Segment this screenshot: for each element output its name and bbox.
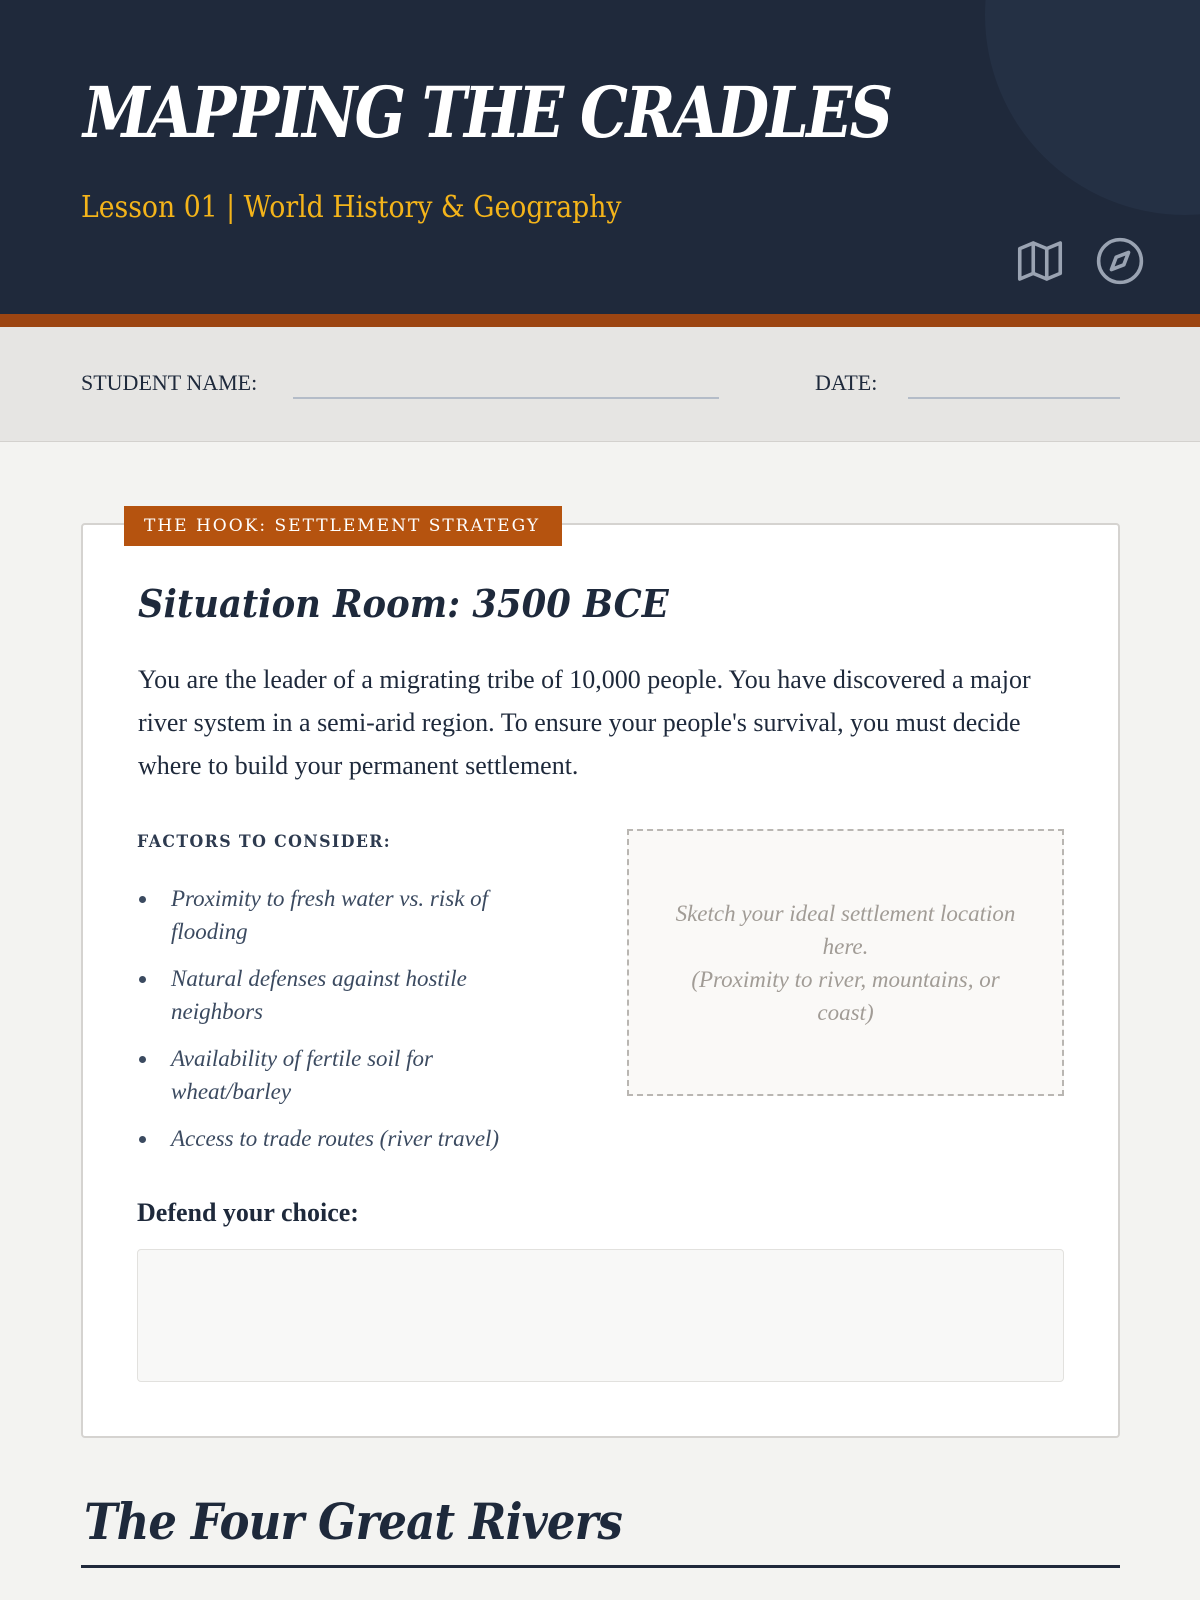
sketch-area[interactable] — [627, 829, 1064, 1096]
factor-text: Availability of fertile soil for wheat/barley — [171, 1046, 433, 1104]
section-title: The Four Great Rivers — [84, 1492, 622, 1551]
bullet-icon — [139, 1136, 146, 1143]
sketch-prompt-line2: (Proximity to river, mountains, or coast) — [691, 966, 1000, 1025]
sketch-prompt-line1: Sketch your ideal settlement location here. — [675, 900, 1016, 959]
list-item — [137, 882, 557, 948]
factor-text: Access to trade routes (river travel) — [171, 1126, 500, 1151]
compass-icon — [1093, 234, 1147, 288]
bullet-icon — [139, 1056, 146, 1063]
sketch-prompt — [669, 897, 1022, 1029]
factors-label: FACTORS TO CONSIDER: — [137, 832, 392, 852]
student-name-label: STUDENT NAME: — [81, 370, 258, 395]
bullet-icon — [139, 976, 146, 983]
factor-text: Natural defenses against hostile neighbors — [171, 966, 467, 1024]
defend-choice-label: Defend your choice: — [137, 1198, 359, 1227]
list-item — [137, 962, 557, 1028]
hook-tab-label: THE HOOK: SETTLEMENT STRATEGY — [124, 506, 562, 546]
lesson-subtitle: Lesson 01 | World History & Geography — [81, 190, 622, 225]
factors-list — [137, 882, 557, 1169]
section-divider — [81, 1565, 1120, 1568]
document-title: MAPPING THE CRADLES — [83, 71, 891, 154]
map-icon — [1013, 234, 1067, 288]
header-accent-bar — [0, 314, 1200, 327]
list-item — [137, 1042, 557, 1108]
hook-intro-text: You are the leader of a migrating tribe of 10,000 people. You have discovered a major river system in a semi-arid region. To ensure your people's survival, you must decide where to build your permanent settlement. — [138, 665, 1031, 780]
student-name-field[interactable] — [293, 397, 719, 399]
date-label: DATE: — [815, 370, 878, 395]
list-item — [137, 1122, 557, 1155]
defend-choice-input[interactable] — [137, 1249, 1064, 1382]
bullet-icon — [139, 896, 146, 903]
header-decorative-circle — [985, 0, 1200, 215]
factor-text: Proximity to fresh water vs. risk of flooding — [171, 886, 489, 944]
hook-heading: Situation Room: 3500 BCE — [138, 581, 669, 626]
date-field[interactable] — [908, 397, 1120, 399]
page-header — [0, 0, 1200, 314]
